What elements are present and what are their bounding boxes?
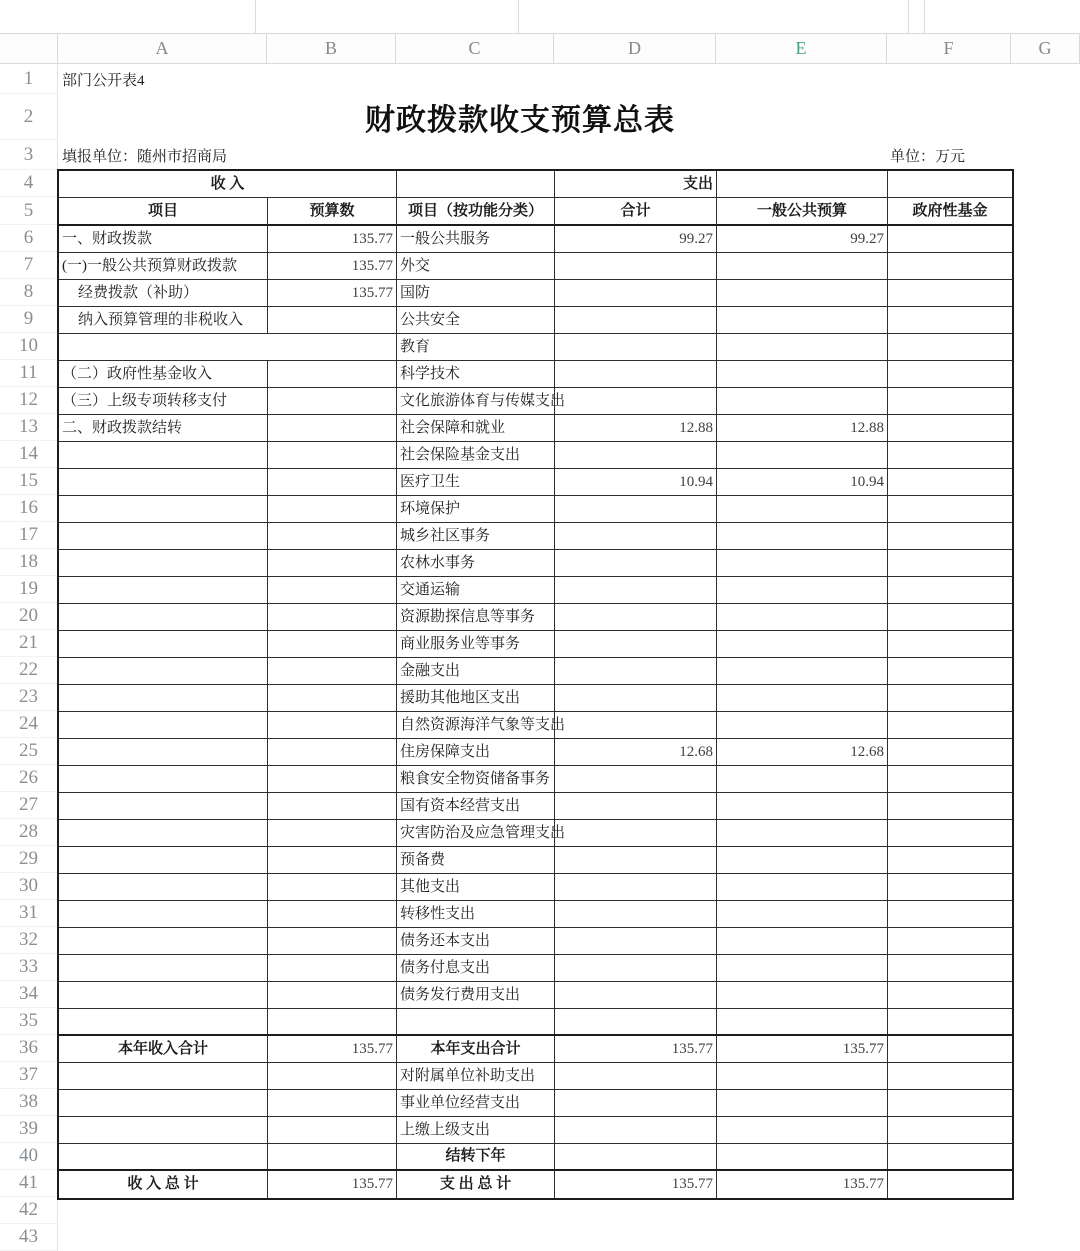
column-header-G[interactable]: G [1011, 34, 1080, 63]
cell-B11[interactable] [268, 361, 397, 388]
cell-A27[interactable] [59, 793, 268, 820]
cell-C5[interactable]: 项目（按功能分类） [397, 198, 555, 226]
sheet-title[interactable]: 财政拨款收支预算总表 [365, 104, 675, 137]
cell-E28[interactable] [717, 820, 888, 847]
cell-D39[interactable] [555, 1117, 717, 1144]
cell-D33[interactable] [555, 955, 717, 982]
cell-D7[interactable] [555, 253, 717, 280]
cell-A22[interactable] [59, 658, 268, 685]
column-header-D[interactable]: D [554, 34, 716, 63]
cell-D18[interactable] [555, 550, 717, 577]
cell-E13[interactable]: 12.88 [717, 415, 888, 442]
cell-C37[interactable]: 对附属单位补助支出 [397, 1063, 555, 1090]
cell-E10[interactable] [717, 334, 888, 361]
pane-divider [255, 0, 256, 33]
cell-A28[interactable] [59, 820, 268, 847]
cell-C21[interactable]: 商业服务业等事务 [397, 631, 555, 658]
cell-B9[interactable] [268, 307, 397, 334]
cell-B15[interactable] [268, 469, 397, 496]
cell-F17[interactable] [888, 523, 1012, 550]
cell-F9[interactable] [888, 307, 1012, 334]
cell-D11[interactable] [555, 361, 717, 388]
form-label-cell[interactable]: 部门公开表4 [62, 72, 145, 89]
row-header-14[interactable]: 14 [0, 441, 57, 468]
cell-A15[interactable] [59, 469, 268, 496]
cell-C33[interactable]: 债务付息支出 [397, 955, 555, 982]
cell-D5[interactable]: 合计 [555, 198, 717, 226]
cell-B28[interactable] [268, 820, 397, 847]
cell-C15[interactable]: 医疗卫生 [397, 469, 555, 496]
cell-D40[interactable] [555, 1144, 717, 1171]
cell-D22[interactable] [555, 658, 717, 685]
cell-C20[interactable]: 资源勘探信息等事务 [397, 604, 555, 631]
cell-B34[interactable] [268, 982, 397, 1009]
cell-B33[interactable] [268, 955, 397, 982]
cell-A39[interactable] [59, 1117, 268, 1144]
row-header-21[interactable]: 21 [0, 630, 57, 657]
cell-E16[interactable] [717, 496, 888, 523]
cell-E24[interactable] [717, 712, 888, 739]
cell-E26[interactable] [717, 766, 888, 793]
cell-E29[interactable] [717, 847, 888, 874]
cell-C22[interactable]: 金融支出 [397, 658, 555, 685]
cell-E27[interactable] [717, 793, 888, 820]
cell-A20[interactable] [59, 604, 268, 631]
cell-C8[interactable]: 国防 [397, 280, 555, 307]
cell-F25[interactable] [888, 739, 1012, 766]
row-header-36[interactable]: 36 [0, 1035, 57, 1062]
cell-D21[interactable] [555, 631, 717, 658]
cell-B7[interactable]: 135.77 [268, 253, 397, 280]
column-header-row [0, 33, 1080, 64]
row-header-24[interactable]: 24 [0, 711, 57, 738]
cell-D6[interactable]: 99.27 [555, 226, 717, 253]
cell-A32[interactable] [59, 928, 268, 955]
cell-E32[interactable] [717, 928, 888, 955]
cell-C4[interactable] [397, 171, 555, 198]
cell-E19[interactable] [717, 577, 888, 604]
top-strip [0, 0, 1080, 33]
pane-divider [908, 0, 909, 33]
cell-E30[interactable] [717, 874, 888, 901]
cell-C29[interactable]: 预备费 [397, 847, 555, 874]
row-header-31[interactable]: 31 [0, 900, 57, 927]
cell-B24[interactable] [268, 712, 397, 739]
cell-F5[interactable]: 政府性基金 [888, 198, 1012, 226]
cell-B17[interactable] [268, 523, 397, 550]
row-header-42[interactable]: 42 [0, 1197, 57, 1224]
cell-B8[interactable]: 135.77 [268, 280, 397, 307]
cell-B16[interactable] [268, 496, 397, 523]
cell-B26[interactable] [268, 766, 397, 793]
select-all-corner[interactable] [0, 34, 58, 63]
cell-C28[interactable]: 灾害防治及应急管理支出 [397, 820, 555, 847]
row-header-33[interactable]: 33 [0, 954, 57, 981]
budget-table [57, 169, 1014, 1200]
row-header-18[interactable]: 18 [0, 549, 57, 576]
cell-F26[interactable] [888, 766, 1012, 793]
cell-A29[interactable] [59, 847, 268, 874]
cell-F23[interactable] [888, 685, 1012, 712]
row-header-38[interactable]: 38 [0, 1089, 57, 1116]
cell-F24[interactable] [888, 712, 1012, 739]
row-header-column [0, 64, 58, 1251]
cell-A40[interactable] [59, 1144, 268, 1171]
pane-divider [924, 0, 925, 33]
cell-B37[interactable] [268, 1063, 397, 1090]
cell-C38[interactable]: 事业单位经营支出 [397, 1090, 555, 1117]
cell-A11[interactable]: （二）政府性基金收入 [59, 361, 268, 388]
cell-F36[interactable] [888, 1036, 1012, 1063]
cell-E6[interactable]: 99.27 [717, 226, 888, 253]
row-header-26[interactable]: 26 [0, 765, 57, 792]
cell-E34[interactable] [717, 982, 888, 1009]
cell-F11[interactable] [888, 361, 1012, 388]
cell-E41[interactable]: 135.77 [717, 1171, 888, 1198]
cell-F13[interactable] [888, 415, 1012, 442]
cell-C9[interactable]: 公共安全 [397, 307, 555, 334]
cell-A7[interactable]: (一)一般公共预算财政拨款 [59, 253, 268, 280]
cell-C35[interactable] [397, 1009, 555, 1036]
cell-E18[interactable] [717, 550, 888, 577]
cell-F21[interactable] [888, 631, 1012, 658]
cell-B35[interactable] [268, 1009, 397, 1036]
cell-D23[interactable] [555, 685, 717, 712]
row-header-39[interactable]: 39 [0, 1116, 57, 1143]
cell-C39[interactable]: 上缴上级支出 [397, 1117, 555, 1144]
cell-C7[interactable]: 外交 [397, 253, 555, 280]
cell-D34[interactable] [555, 982, 717, 1009]
column-header-F[interactable]: F [887, 34, 1011, 63]
row-header-27[interactable]: 27 [0, 792, 57, 819]
cell-F28[interactable] [888, 820, 1012, 847]
cell-A25[interactable] [59, 739, 268, 766]
cell-A34[interactable] [59, 982, 268, 1009]
cell-income-header[interactable]: 收 入 [59, 171, 397, 198]
cell-B32[interactable] [268, 928, 397, 955]
cell-D17[interactable] [555, 523, 717, 550]
row-header-13[interactable]: 13 [0, 414, 57, 441]
column-header-A[interactable]: A [58, 34, 267, 63]
cell-D25[interactable]: 12.68 [555, 739, 717, 766]
cell-F30[interactable] [888, 874, 1012, 901]
cell-D28[interactable] [555, 820, 717, 847]
cell-A31[interactable] [59, 901, 268, 928]
cell-A35[interactable] [59, 1009, 268, 1036]
cell-F32[interactable] [888, 928, 1012, 955]
row-header-41[interactable]: 41 [0, 1170, 57, 1197]
cell-E31[interactable] [717, 901, 888, 928]
cell-A41[interactable]: 收 入 总 计 [59, 1171, 268, 1198]
cell-A38[interactable] [59, 1090, 268, 1117]
cell-D8[interactable] [555, 280, 717, 307]
cell-E17[interactable] [717, 523, 888, 550]
cell-D24[interactable] [555, 712, 717, 739]
cell-E9[interactable] [717, 307, 888, 334]
cell-F7[interactable] [888, 253, 1012, 280]
cell-C40[interactable]: 结转下年 [397, 1144, 555, 1171]
cell-E36[interactable]: 135.77 [717, 1036, 888, 1063]
cell-F10[interactable] [888, 334, 1012, 361]
cell-F6[interactable] [888, 226, 1012, 253]
cell-D19[interactable] [555, 577, 717, 604]
cell-F31[interactable] [888, 901, 1012, 928]
row-header-15[interactable]: 15 [0, 468, 57, 495]
cell-B5[interactable]: 预算数 [268, 198, 397, 226]
cell-E7[interactable] [717, 253, 888, 280]
cell-F35[interactable] [888, 1009, 1012, 1036]
cell-F29[interactable] [888, 847, 1012, 874]
cell-B38[interactable] [268, 1090, 397, 1117]
cell-D32[interactable] [555, 928, 717, 955]
cell-A5[interactable]: 项目 [59, 198, 268, 226]
cell-B36[interactable]: 135.77 [268, 1036, 397, 1063]
cell-F22[interactable] [888, 658, 1012, 685]
row-header-19[interactable]: 19 [0, 576, 57, 603]
row-header-40[interactable]: 40 [0, 1143, 57, 1170]
row-header-1[interactable]: 1 [0, 64, 57, 94]
cell-C12[interactable]: 文化旅游体育与传媒支出 [397, 388, 555, 415]
cell-C24[interactable]: 自然资源海洋气象等支出 [397, 712, 555, 739]
row-header-28[interactable]: 28 [0, 819, 57, 846]
cell-F37[interactable] [888, 1063, 1012, 1090]
cell-F15[interactable] [888, 469, 1012, 496]
cell-D16[interactable] [555, 496, 717, 523]
cell-C30[interactable]: 其他支出 [397, 874, 555, 901]
cell-A24[interactable] [59, 712, 268, 739]
cell-E5[interactable]: 一般公共预算 [717, 198, 888, 226]
cell-F8[interactable] [888, 280, 1012, 307]
cell-F19[interactable] [888, 577, 1012, 604]
cell-C25[interactable]: 住房保障支出 [397, 739, 555, 766]
cell-A23[interactable] [59, 685, 268, 712]
cell-B23[interactable] [268, 685, 397, 712]
cell-E40[interactable] [717, 1144, 888, 1171]
cell-E4[interactable] [717, 171, 888, 198]
cell-D35[interactable] [555, 1009, 717, 1036]
cell-E33[interactable] [717, 955, 888, 982]
cell-C41[interactable]: 支 出 总 计 [397, 1171, 555, 1198]
cell-B41[interactable]: 135.77 [268, 1171, 397, 1198]
cell-C27[interactable]: 国有资本经营支出 [397, 793, 555, 820]
cell-E15[interactable]: 10.94 [717, 469, 888, 496]
cell-B20[interactable] [268, 604, 397, 631]
row-header-3[interactable]: 3 [0, 140, 57, 170]
cell-F33[interactable] [888, 955, 1012, 982]
cell-C14[interactable]: 社会保险基金支出 [397, 442, 555, 469]
cell-F18[interactable] [888, 550, 1012, 577]
cell-A8[interactable]: 经费拨款（补助） [59, 280, 268, 307]
cell-B25[interactable] [268, 739, 397, 766]
cell-B12[interactable] [268, 388, 397, 415]
cell-B27[interactable] [268, 793, 397, 820]
cell-D14[interactable] [555, 442, 717, 469]
row-header-16[interactable]: 16 [0, 495, 57, 522]
cell-D15[interactable]: 10.94 [555, 469, 717, 496]
cell-F4[interactable] [888, 171, 1012, 198]
unit-note-cell[interactable]: 单位：万元 [890, 148, 966, 165]
cell-E8[interactable] [717, 280, 888, 307]
row-header-30[interactable]: 30 [0, 873, 57, 900]
row-header-25[interactable]: 25 [0, 738, 57, 765]
cell-C23[interactable]: 援助其他地区支出 [397, 685, 555, 712]
cell-A30[interactable] [59, 874, 268, 901]
cell-E14[interactable] [717, 442, 888, 469]
cell-B39[interactable] [268, 1117, 397, 1144]
cell-C26[interactable]: 粮食安全物资储备事务 [397, 766, 555, 793]
row-header-9[interactable]: 9 [0, 306, 57, 333]
cell-F38[interactable] [888, 1090, 1012, 1117]
cell-B29[interactable] [268, 847, 397, 874]
cell-E38[interactable] [717, 1090, 888, 1117]
cell-A6[interactable]: 一、财政拨款 [59, 226, 268, 253]
cell-B13[interactable] [268, 415, 397, 442]
cell-D41[interactable]: 135.77 [555, 1171, 717, 1198]
cell-A13[interactable]: 二、财政拨款结转 [59, 415, 268, 442]
cell-D30[interactable] [555, 874, 717, 901]
cell-B40[interactable] [268, 1144, 397, 1171]
row-header-34[interactable]: 34 [0, 981, 57, 1008]
cell-D9[interactable] [555, 307, 717, 334]
row-header-20[interactable]: 20 [0, 603, 57, 630]
cell-A33[interactable] [59, 955, 268, 982]
row-header-4[interactable]: 4 [0, 170, 57, 197]
cell-A16[interactable] [59, 496, 268, 523]
cell-F12[interactable] [888, 388, 1012, 415]
cell-D12[interactable] [555, 388, 717, 415]
pane-divider [518, 0, 519, 33]
cell-D37[interactable] [555, 1063, 717, 1090]
cell-E12[interactable] [717, 388, 888, 415]
cell-C10[interactable]: 教育 [397, 334, 555, 361]
row-header-23[interactable]: 23 [0, 684, 57, 711]
cell-C13[interactable]: 社会保障和就业 [397, 415, 555, 442]
report-unit-cell[interactable]: 填报单位：随州市招商局 [62, 148, 228, 165]
row-header-32[interactable]: 32 [0, 927, 57, 954]
cell-A12[interactable]: （三）上级专项转移支付 [59, 388, 268, 415]
cell-B14[interactable] [268, 442, 397, 469]
row-header-11[interactable]: 11 [0, 360, 57, 387]
cell-A26[interactable] [59, 766, 268, 793]
column-header-C[interactable]: C [396, 34, 554, 63]
cell-D27[interactable] [555, 793, 717, 820]
cell-D36[interactable]: 135.77 [555, 1036, 717, 1063]
cell-F34[interactable] [888, 982, 1012, 1009]
column-header-B[interactable]: B [267, 34, 396, 63]
row-header-22[interactable]: 22 [0, 657, 57, 684]
cell-B6[interactable]: 135.77 [268, 226, 397, 253]
cell-E21[interactable] [717, 631, 888, 658]
cell-E11[interactable] [717, 361, 888, 388]
cell-F14[interactable] [888, 442, 1012, 469]
row-header-37[interactable]: 37 [0, 1062, 57, 1089]
cell-E20[interactable] [717, 604, 888, 631]
cell-C31[interactable]: 转移性支出 [397, 901, 555, 928]
cell-E22[interactable] [717, 658, 888, 685]
cell-C6[interactable]: 一般公共服务 [397, 226, 555, 253]
cell-D38[interactable] [555, 1090, 717, 1117]
cell-A21[interactable] [59, 631, 268, 658]
cell-A17[interactable] [59, 523, 268, 550]
cell-B21[interactable] [268, 631, 397, 658]
cell-B19[interactable] [268, 577, 397, 604]
cell-A10-B10[interactable] [59, 334, 397, 361]
cell-C18[interactable]: 农林水事务 [397, 550, 555, 577]
cell-C36[interactable]: 本年支出合计 [397, 1036, 555, 1063]
cell-A37[interactable] [59, 1063, 268, 1090]
cell-F27[interactable] [888, 793, 1012, 820]
cell-C17[interactable]: 城乡社区事务 [397, 523, 555, 550]
cell-C32[interactable]: 债务还本支出 [397, 928, 555, 955]
row-header-29[interactable]: 29 [0, 846, 57, 873]
row-header-7[interactable]: 7 [0, 252, 57, 279]
cell-A9[interactable]: 纳入预算管理的非税收入 [59, 307, 268, 334]
row-header-5[interactable]: 5 [0, 197, 57, 225]
cell-F41[interactable] [888, 1171, 1012, 1198]
cell-E25[interactable]: 12.68 [717, 739, 888, 766]
row-header-12[interactable]: 12 [0, 387, 57, 414]
cell-F20[interactable] [888, 604, 1012, 631]
row-header-10[interactable]: 10 [0, 333, 57, 360]
cell-E37[interactable] [717, 1063, 888, 1090]
row-header-2[interactable]: 2 [0, 94, 57, 140]
cell-C11[interactable]: 科学技术 [397, 361, 555, 388]
cell-E39[interactable] [717, 1117, 888, 1144]
row-header-43[interactable]: 43 [0, 1224, 57, 1251]
column-header-E[interactable]: E [716, 34, 887, 63]
cell-D29[interactable] [555, 847, 717, 874]
cell-B30[interactable] [268, 874, 397, 901]
cell-E23[interactable] [717, 685, 888, 712]
row-header-35[interactable]: 35 [0, 1008, 57, 1035]
cell-D20[interactable] [555, 604, 717, 631]
cell-D31[interactable] [555, 901, 717, 928]
cell-expense-header[interactable]: 支出 [555, 171, 717, 198]
cell-D10[interactable] [555, 334, 717, 361]
cell-D26[interactable] [555, 766, 717, 793]
cell-C19[interactable]: 交通运输 [397, 577, 555, 604]
cell-E35[interactable] [717, 1009, 888, 1036]
cell-A14[interactable] [59, 442, 268, 469]
cell-B31[interactable] [268, 901, 397, 928]
cell-A36[interactable]: 本年收入合计 [59, 1036, 268, 1063]
cell-C34[interactable]: 债务发行费用支出 [397, 982, 555, 1009]
cell-A19[interactable] [59, 577, 268, 604]
row-header-17[interactable]: 17 [0, 522, 57, 549]
row-header-6[interactable]: 6 [0, 225, 57, 252]
cell-B22[interactable] [268, 658, 397, 685]
cell-D13[interactable]: 12.88 [555, 415, 717, 442]
cell-F40[interactable] [888, 1144, 1012, 1171]
cell-A18[interactable] [59, 550, 268, 577]
cell-C16[interactable]: 环境保护 [397, 496, 555, 523]
cell-F39[interactable] [888, 1117, 1012, 1144]
row-header-8[interactable]: 8 [0, 279, 57, 306]
cell-B18[interactable] [268, 550, 397, 577]
cell-F16[interactable] [888, 496, 1012, 523]
